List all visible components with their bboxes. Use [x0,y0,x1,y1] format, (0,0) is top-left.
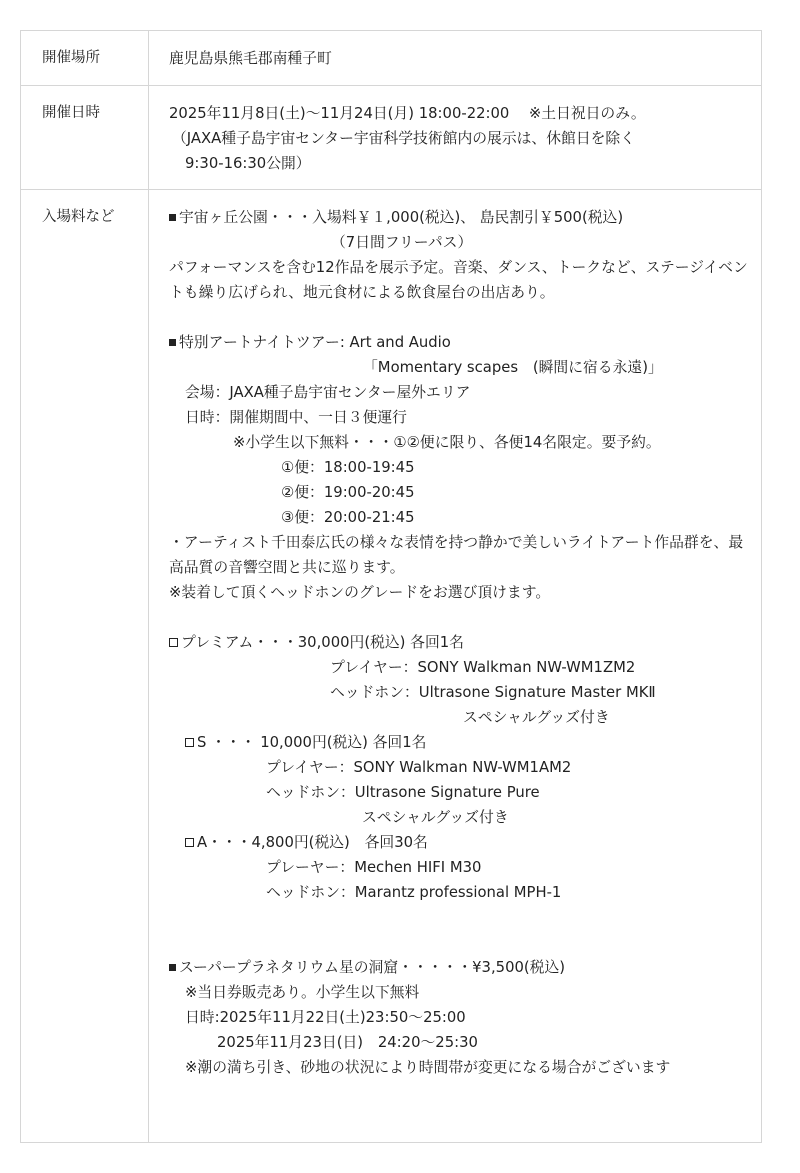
tour-time-1: ①便：18:00-19:45 [281,459,415,476]
planetarium-date-1: 日時:2025年11月22日(土)23:50〜25:00 [185,1009,466,1026]
venue-label: 開催場所 [42,50,100,66]
headphone-note: ※装着して頂くヘッドホンのグレードをお選び頂けます。 [169,584,551,601]
checkbox-square-icon [185,838,194,847]
a-grade-title: A・・・4,800円(税込) 各回30名 [169,830,751,855]
a-grade-headphone: ヘッドホン：Marantz professional MPH-1 [266,884,562,901]
info-table [20,30,762,1143]
tour-schedule: 日時：開催期間中、一日３便運行 [185,409,407,426]
tour-venue: 会場：JAXA種子島宇宙センター屋外エリア [185,384,471,401]
dates-row [21,86,761,190]
tour-time-3: ③便：20:00-21:45 [281,509,415,526]
premium-player: プレイヤー：SONY Walkman NW-WM1ZM2 [330,659,636,676]
admission-row [21,190,761,1142]
bullet-square-icon [169,214,176,221]
premium-title: プレミアム・・・30,000円(税込) 各回1名 [169,630,751,655]
tour-description: ・アーティスト千田泰広氏の様々な表情を持つ静かで美しいライトアート作品群を、最高品質の音響空間と共に巡ります。 [169,534,744,576]
bullet-square-icon [169,964,176,971]
bullet-square-icon [169,339,176,346]
tour-title: 特別アートナイトツアー: Art and Audio [169,330,751,355]
park-description: パフォーマンスを含む12作品を展示予定。音楽、ダンス、トークなど、ステージイベントも繰り広げられ、地元食材による飲食屋台の出店あり。 [169,259,748,301]
s-grade-player: プレイヤー：SONY Walkman NW-WM1AM2 [266,759,572,776]
dates-line-1: 2025年11月8日(土)〜11月24日(月) 18:00-22:00 ※土日祝日のみ。 [169,105,646,122]
column-divider [148,190,149,1142]
dates-value [169,101,751,176]
planetarium-title: スーパープラネタリウム星の洞窟・・・・・¥3,500(税込) [169,955,751,980]
planetarium-date-2: 2025年11月23日(日) 24:20〜25:30 [217,1034,478,1051]
tour-note: ※小学生以下無料・・・①②便に限り、各便14名限定。要予約。 [233,434,661,451]
dates-line-3: 9:30-16:30公開） [185,155,311,172]
venue-value: 鹿児島県熊毛郡南種子町 [169,50,332,67]
premium-goods: スペシャルグッズ付き [463,709,610,726]
dates-line-2: （JAXA種子島宇宙センター宇宙科学技術館内の展示は、休館日を除く [172,130,636,147]
s-grade-goods: スペシャルグッズ付き [362,809,509,826]
venue-row [21,31,761,86]
park-pass: （7日間フリーパス） [331,234,473,251]
checkbox-square-icon [185,738,194,747]
premium-headphone: ヘッドホン：Ultrasone Signature Master MKⅡ [330,684,656,701]
park-title: 宇宙ヶ丘公園・・・入場料￥１,000(税込)、 島民割引￥500(税込) [169,205,751,230]
admission-value [169,205,751,1080]
planetarium-note: ※当日券販売あり。小学生以下無料 [185,984,420,1001]
s-grade-title: S ・・・ 10,000円(税込) 各回1名 [169,730,751,755]
column-divider [148,31,149,85]
column-divider [148,86,149,189]
admission-label: 入場料など [42,209,115,225]
dates-label: 開催日時 [42,105,100,121]
tour-subtitle: 「Momentary scapes (瞬間に宿る永遠)」 [363,359,663,376]
planetarium-tide-note: ※潮の満ち引き、砂地の状況により時間帯が変更になる場合がございます [185,1059,671,1076]
tour-time-2: ②便：19:00-20:45 [281,484,415,501]
checkbox-square-icon [169,638,178,647]
s-grade-headphone: ヘッドホン：Ultrasone Signature Pure [266,784,540,801]
a-grade-player: プレーヤー：Mechen HIFI M30 [266,859,482,876]
